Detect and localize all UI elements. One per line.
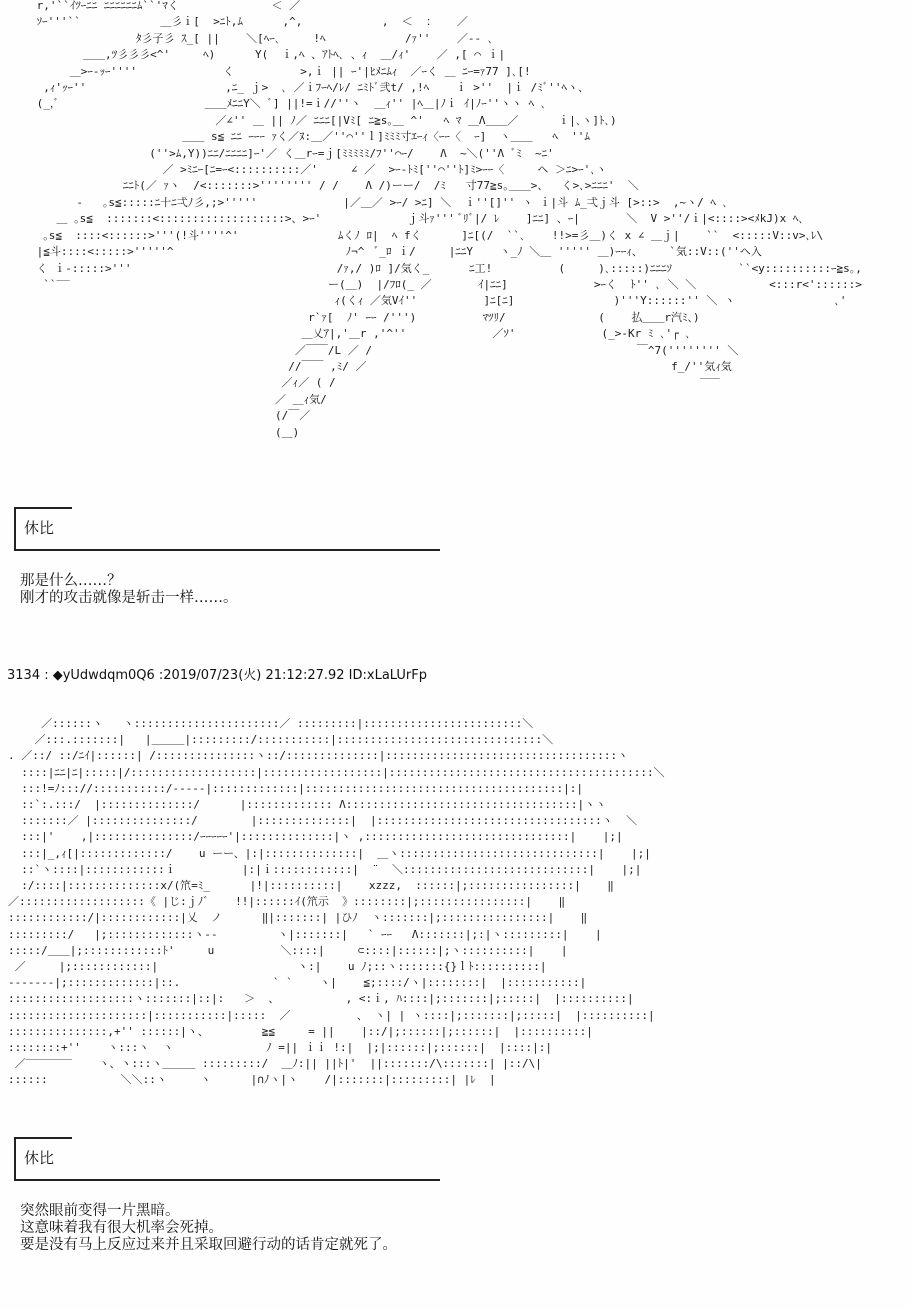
dialogue-line: 那是什么……？	[20, 573, 122, 589]
post-header: 3134 : ◆yUdwdqm0Q6 :2019/07/23(火) 21:12:27.92 ID:xLaLUrFp	[7, 668, 427, 683]
dialogue-block	[20, 573, 238, 607]
dialogue-line: 这意味着我有很大机率会死掉。	[20, 1220, 223, 1236]
nameplate-bottom-rule	[14, 1179, 440, 1181]
nameplate-top-rule	[14, 1137, 72, 1139]
nameplate-top-rule	[14, 507, 72, 509]
speaker-name: 休比	[24, 519, 55, 537]
dialogue-block	[20, 1203, 397, 1254]
speaker-name: 休比	[24, 1149, 55, 1167]
speaker-nameplate	[14, 507, 442, 551]
dialogue-line: 要是没有马上反应过来并且采取回避行动的话肯定就死了。	[20, 1237, 397, 1253]
nameplate-left-rule	[14, 1137, 16, 1181]
ascii-art-explosion: r,'``ｲﾂｰﾆﾆ ﾆﾆﾆﾆﾆﾆﾑ``'ﾏく ＜ ／ ｿｰ'''`` ＿彡ｉ[ >ﾆﾄ,ﾑ ,^, , ＜ ： ／ ﾀ彡子彡 ｽ_[ || ＼[ﾍｰ､ !ﾍ /ｧ'' ／-- ､ ＿＿,ﾂ彡彡彡<^' ﾍ) Y( ｉ,ﾍ 、ｱﾄﾍ､ 、ｨ ＿/ｨ' ／ ,[ ⌒ ｉ| ＿>ｰ-ｯｰ'''' く >,ｉ || ｰ'|ﾋﾒﾆﾑｨ ／ｰく ＿ ﾆｰ=ｧ77 ]､[! ,ｨ'ｯｰ'' ,ﾆ_ ｊ> ､ ／ｉﾌｰﾍ/ﾚ/ ﾆﾐﾄﾞ弐t/ ,!ﾍ ｉ >'' |ｉ /ﾐﾞ''ﾍヽ、 (_,ﾞ ＿＿ﾒﾆﾆY＼ ﾞ] ||!=ｉ//''ヽ ＿ｨ'' |ﾍ＿|ﾉｉ ｲ|ﾉｰ''ヽヽ ﾍ ､ ／∠'' ＿ || ﾉ／ ﾆﾆﾆ[|Vﾐ[ ﾆ≧s｡＿ ^' ﾍ ﾏ ＿Λ＿＿／ ｉ|､ヽ]ﾄ､) ＿＿ s≦ ﾆﾆ ｰｰｰ ｧく／ﾇ:＿／''⌒''ｌ]ﾐﾐﾐ寸ｴｰｨ〈ｰｰ〈 ｰ] ヽ＿＿ ﾍ ''ﾑ (''>ﾑ,Y))ﾆﾆ/ﾆﾆﾆﾆ]ｰ'／ く＿rｰ=ｊ[ﾐﾐﾐﾐﾐ/ﾌ''⌒ｰ/ Λ ~＼(''Λ ﾞﾐ ~ﾆ' ／ >ﾐﾆｰ[ﾆ=ｰ<::::::::::／' ∠ ／ >ｰ-ﾄﾐ[''⌒''ﾄ]ﾐ>ｰｰ〈 ヘ ＞ﾆ>ｰ'､ヽ ﾆﾆﾄ(／ ｧヽ /<:::::::>'''''''' / / Λ /)ーー/ /ﾐ 寸77≧s｡＿＿>、 く>､>ﾆﾆﾆ' ＼ - ｡s≦:::::ﾆ十ﾆ弌ﾉ彡,;>''''' |／＿／ >ｰ/ >ﾆ] ＼ ｉ''[]'' ヽ ｉ|斗 ﾑ_弌ｊ斗 [>::> ,~ヽ/ ﾍ ､ ＿ ｡s≦ :::::::<:::::::::::::::::::>、>ｰ' ｊ斗ｧ''' ﾞﾘﾞ|/ ﾚ ]ﾆﾆ] 、ｰ| ＼ V >''/ｉ|<::::><ﾒkJ)x ﾍ､ ｡s≦ ::::<::::::>'''(!斗''''^' ﾑくﾉ ﾛ| ﾍ fく ]ﾆ[(/ ``､ !!>=彡＿)く x ∠ ＿ｊ| `` <:::::V::v>､ﾚ\ |≦斗::::<:::::>'''''^ ﾉ¬^ ﾞ_ﾛ ｉ/ |ﾆﾆY ヽ_ﾉ ＼＿ ''''' ＿)ｰｰｨ、 `気::V::(''ヘ入 く ｉ-:::::>''' /ｧ,/ )ﾛ ]/気く_ ﾆ工! ( )､:::::)ﾆﾆﾆｿ ``<y::::::::::ｰ≧s｡, ``‾‾ ー(＿) |/ﾌﾛ(_ ／ ｲ|ﾆﾆ] >ｰく ﾄ'' ､ ＼ ＼ <:::r<'::::::> ｨ(くｨ ／気Vｲ'' ]ﾆ[ﾆ] )'''Y::::::'' ＼ ヽ ､' r`ｧ[ ﾉ' ｰｰ /''') ﾏﾂﾘ/ ( 払＿＿r汽ﾐ、) ＿乂ｱ|,'＿r ,'^'' ／ｿ' (_>-Kr ﾐ ､'┌ ､ ／￣￣/L ／ / ￣^7('''''''' ＼ //￣￣ ,ﾐ/ ／ f_/''気ｨ気 ／ｨ／ ( / ‾‾‾ ／ ＿ｨ気/ (/￣／ (＿)	[36, 0, 862, 439]
nameplate-bottom-rule	[14, 549, 440, 551]
dialogue-line: 刚才的攻击就像是斩击一样……。	[20, 590, 238, 606]
speaker-nameplate	[14, 1137, 442, 1181]
nameplate-left-rule	[14, 507, 16, 551]
ascii-art-character: ／::::::ヽ ヽ::::::::::::::::::::::／ :::::::::|::::::::::::::::::::::::＼ ／:::.:::::::| |＿＿＿|:::::::::/:::::::::::|:::::::::::::::::::::::::::::::＼ . ／::/ ::/ﾆｲ|::::::| /:::::::::::::::ヽ::/::::::::::::::|:::::::::::::::::::::::::::::::::::ヽ ::::|ﾆﾆ|ﾆ|:::::|/:::::::::::::::::::|::::::::::::::::::|::::::::::::::::::::::::::::::::::::::::＼ :::!=ﾉ::://:::::::::::/-----|:::::::::::::|:::::::::::::::::::::::::::::::::::::::|:| ::`:.:::/ |::::::::::::::/ |::::::::::::: Λ:::::::::::::::::::::::::::::::::::|ヽヽ :::::::／ |:::::::::::::::/ |::::::::::::::| |::::::::::::::::::::::::::::::::::ヽ ＼ :::|' ,|:::::::::::::::/ｰｰｰｰｰ'|::::::::::::::|ヽ ,:::::::::::::::::::::::::::::::| |;| :::|_,ｨ[|:::::::::::::/ u ーー、|:|::::::::::::::| ＿ヽ::::::::::::::::::::::::::::::| |;| ::`ヽ::::|::::::::::::ｉ |:|ｉ::::::::::::| ¨ ＼::::::::::::::::::::::::::::| |;| :/::::|::::::::::::::x/(笊=ﾐ_ |!|::::::::::| xzzz, ::::::|;::::::::::::::::| ‖ ／:::::::::::::::::::《 |じ:ｊﾉﾞ !!|::::::ｲ(笊示 》::::::::|;::::::::::::::::| ‖ ::::::::::::/|::::::::::::|乂 ノ ‖|:::::::| |ひﾉ ヽ:::::::|;::::::::::::::::| ‖ :::::::::/ |;:::::::::::::ヽ-- ヽ|:::::::| ` ｰｰ Λ:::::::|;:|ヽ:::::::::| | :::::/＿＿|;::::::::::::ﾄ' u ＼::::| ⊂::::|::::::|;ヽ::::::::::| | ／ |;::::::::::::| ヽ:| u ﾉ;::ヽ:::::::{}ｌﾄ::::::::::| -------|;:::::::::::::|::. ` ` ヽ| ≦;::::/ヽ|::::::::| |:::::::::::| :::::::::::::::::::ヽ:::::::|::|: ＞ 、 , <:ｉ, ﾊ::::|;:::::::|;:::::| |::::::::::| :::::::::::::::::::::|:::::::::::|::::: ／ 、 ヽ| | ヽ::::|;:::::::|;:::::| |::::::::::| :::::::::::::::,+'' ::::::|ヽ、 ≧≦ = || |::/|;::::::|;::::::| |::::::::::| ::::::::+'' ヽ:::ヽ ヽ ﾉ =|| ｉｉ !:| |;|::::::|;::::::| |::::|:| ／‾‾‾‾‾‾‾ ヽ、ヽ:::ヽ＿＿＿ :::::::::/ ＿ﾉ:|| ||ﾄ|' ||:::::::/\:::::::| |::/\| :::::: ＼＼::ヽ ヽ |∩ﾉヽ|ヽ /|:::::::|:::::::::| |ﾚ |	[8, 717, 665, 1087]
dialogue-line: 突然眼前变得一片黑暗。	[20, 1203, 180, 1219]
